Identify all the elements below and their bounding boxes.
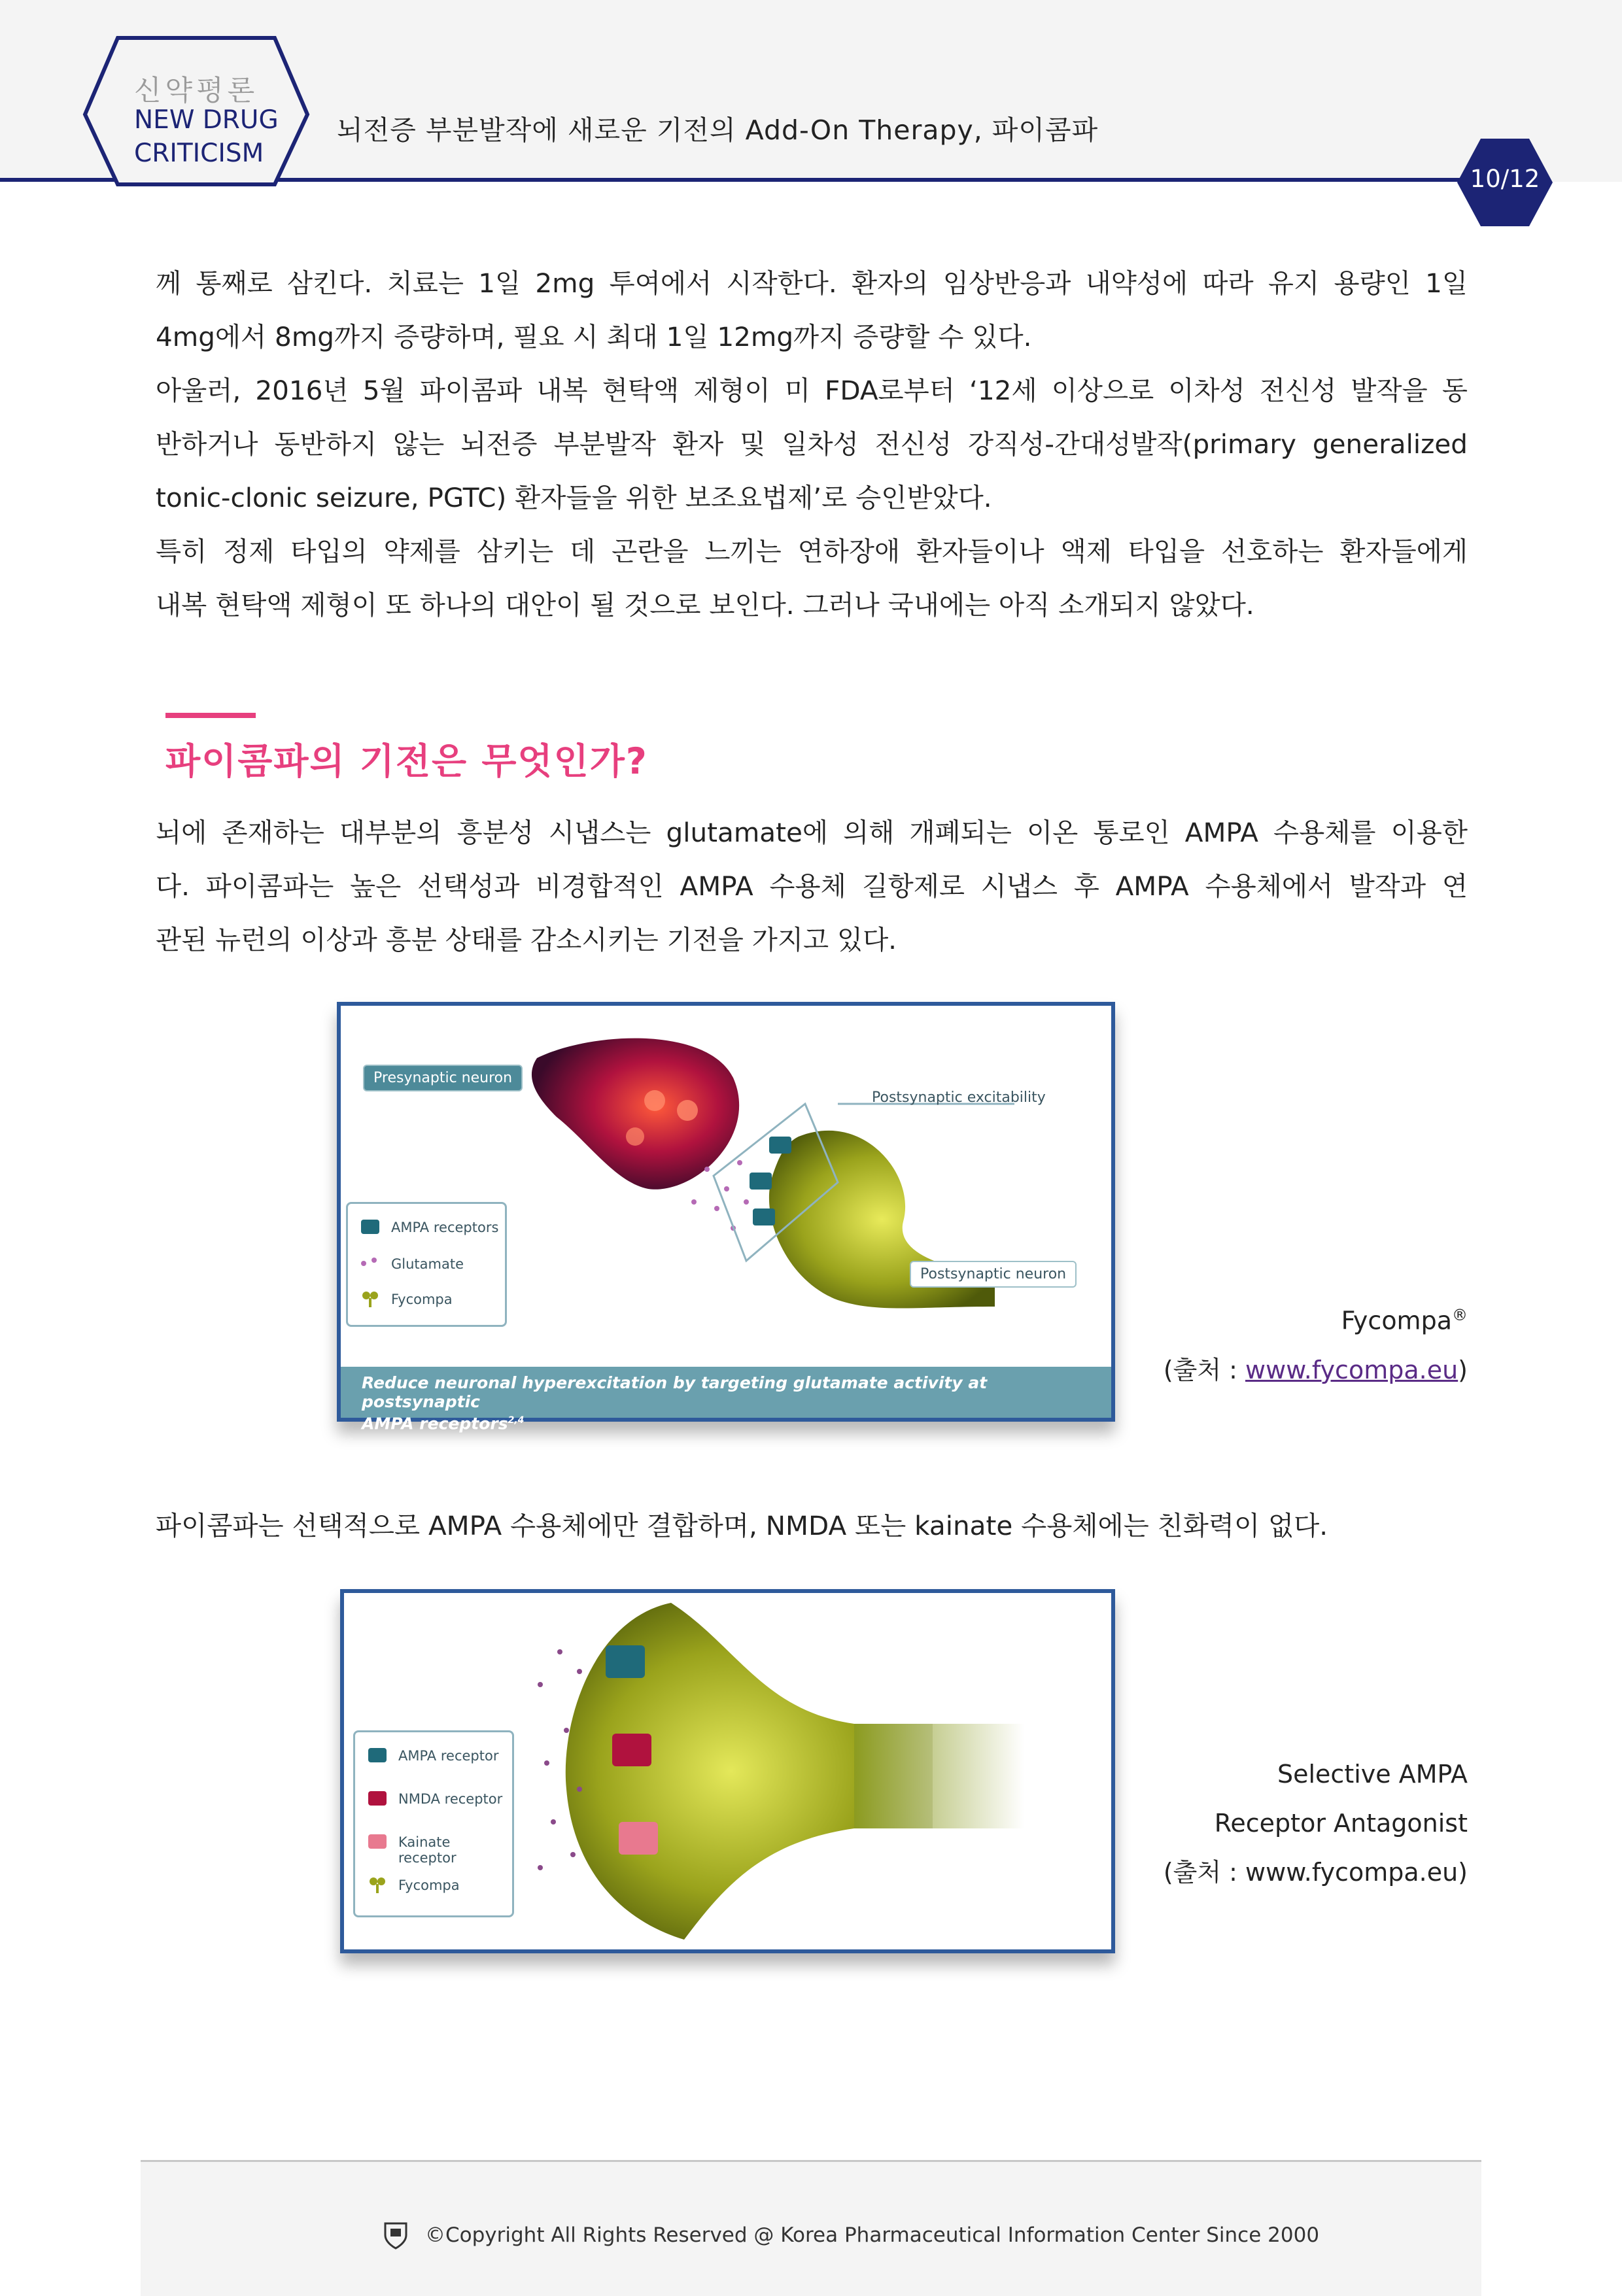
text-line: 반하거나 동반하지 않는 뇌전증 부분발작 환자 및 일차성 전신성 강직성-간대성발작(primary generalized [156,428,1468,460]
copyright-text: ©Copyright All Rights Reserved @ Korea Pharmaceutical Information Center Since 2000 [425,2223,1320,2247]
fycompa-icon [357,1288,383,1310]
caption-line3: (출처 : www.fycompa.eu) [1163,1858,1468,1887]
banner-line2 [362,1411,1081,1433]
text-line: 특히 정제 타입의 약제를 삼키는 데 곤란을 느끼는 연하장애 환자들이나 액제 타입을 선호하는 환자들에게 [156,536,1468,567]
legend-item-ampa: AMPA receptors [391,1220,499,1235]
caption-line1 [1164,1291,1468,1346]
legend-item-kainate: Kainate receptor [398,1834,457,1866]
caption-line2 [1164,1346,1468,1395]
glutamate-icon [357,1254,383,1273]
figure1-legend [346,1202,507,1327]
legend-item-nmda: NMDA receptor [398,1791,503,1807]
header-title: 뇌전증 부분발작에 새로운 기전의 Add-On Therapy, 파이콤파 [337,114,1099,146]
figure1-banner [341,1367,1111,1433]
text-line: 관된 뉴런의 이상과 흥분 상태를 감소시키는 기전을 가지고 있다. [156,924,897,955]
text-line: 께 통째로 삼킨다. 치료는 1일 2mg 투여에서 시작한다. 환자의 임상반응과 내약성에 따라 유지 용량인 1일 [156,267,1468,299]
legend-item-fycompa: Fycompa [398,1877,460,1893]
caption-source-suffix: ) [1458,1355,1468,1384]
legend-item-ampa: AMPA receptor [398,1748,499,1764]
figure2-caption [1164,1750,1468,1897]
legend-item-fycompa: Fycompa [391,1292,453,1307]
text-line: 4mg에서 8mg까지 증량하며, 필요 시 최대 1일 12mg까지 증량할 수 있다. [156,321,1032,352]
text-line: 내복 현탁액 제형이 또 하나의 대안이 될 것으로 보인다. 그러나 국내에는 아직 소개되지 않았다. [156,589,1254,621]
ampa-receptor-icon [364,1745,390,1769]
logo-korean: 신약평론 [134,75,259,107]
ampa-receptor-icon [357,1217,383,1241]
figure1-caption [1164,1291,1468,1395]
legend-item-glutamate: Glutamate [391,1256,464,1272]
paragraph-dosage [156,256,1468,364]
banner-text [362,1373,1081,1433]
caption-line2: Receptor Antagonist [1214,1809,1468,1838]
figure2-legend [353,1730,514,1917]
banner-line2-text: AMPA receptors [362,1414,508,1433]
figure-selective-ampa [340,1589,1115,1953]
logo-en-line1: NEW DRUG [134,105,279,135]
paragraph-selectivity [156,1499,1468,1552]
caption-source-prefix: (출처 : [1163,1355,1246,1384]
registered-mark: ® [1452,1306,1468,1324]
text-line: 다. 파이콤파는 높은 선택성과 비경합적인 AMPA 수용체 길항제로 시냅스 후 AMPA 수용체에서 발작과 연 [156,870,1468,902]
paragraph-mechanism [156,806,1468,967]
page-number: 10/12 [1470,165,1540,193]
text-line: 뇌에 존재하는 대부분의 흥분성 시냅스는 glutamate에 의해 개폐되는 이온 통로인 AMPA 수용체를 이용한 [156,817,1468,848]
text-line: 아울러, 2016년 5월 파이콤파 내복 현탁액 제형이 미 FDA로부터 ‘12세 이상으로 이차성 전신성 발작을 동 [156,375,1468,406]
logo-english [134,103,279,170]
postsynaptic-excitability-label: Postsynaptic excitability [872,1089,1046,1106]
caption-line1: Selective AMPA [1277,1760,1468,1789]
source-link[interactable]: www.fycompa.eu [1245,1355,1458,1384]
figure-synapse-mechanism [337,1002,1115,1433]
fycompa-icon [364,1874,390,1896]
text-line: tonic-clonic seizure, PGTC) 환자들을 위한 보조요법제’로 승인받았다. [156,482,992,513]
logo-en-line2: CRITICISM [134,139,264,168]
kainate-receptor-icon [364,1832,390,1855]
paragraph-suspension [156,524,1468,632]
section-title: 파이콤파의 기전은 무엇인가? [165,740,648,782]
presynaptic-neuron-label: Presynaptic neuron [363,1065,523,1091]
paragraph-fda-approval [156,364,1468,524]
postsynaptic-neuron-label: Postsynaptic neuron [910,1261,1077,1288]
nmda-receptor-icon [364,1789,390,1812]
banner-line1: Reduce neuronal hyperexcitation by targeting glutamate activity at postsynaptic [362,1373,988,1411]
caption-drug-name: Fycompa [1341,1306,1452,1335]
shield-emblem-icon [383,2221,409,2250]
banner-superscript: 2,4 [508,1415,525,1426]
page-footer [141,2160,1481,2296]
text-line: 파이콤파는 선택적으로 AMPA 수용체에만 결합하며, NMDA 또는 kainate 수용체에는 친화력이 없다. [156,1510,1328,1541]
section-accent-bar [165,713,256,718]
